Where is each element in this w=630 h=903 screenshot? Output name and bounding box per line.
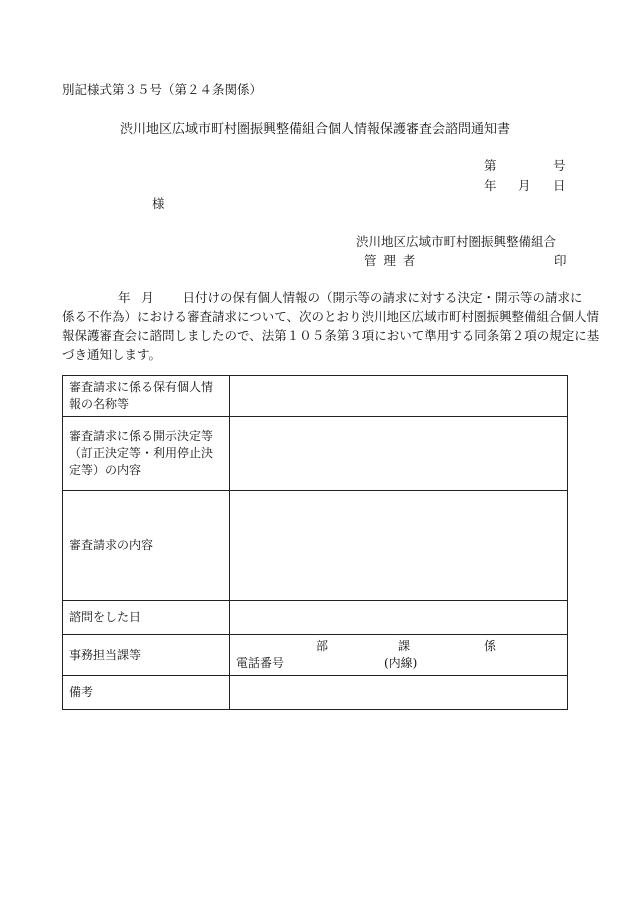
- sender-organization: 渋川地区広域市町村圏振興整備組合: [356, 234, 557, 249]
- table-row: [63, 491, 568, 601]
- contact-phone-label: 電話番号: [236, 656, 285, 670]
- row-label-request-content: 審査請求の内容: [63, 491, 230, 601]
- addressee-honorific: 様: [152, 196, 165, 211]
- body-year-mark: 年: [118, 290, 131, 305]
- row-label-remarks: 備考: [63, 676, 230, 710]
- row-value-personal-info-name[interactable]: [230, 376, 568, 417]
- row-value-consultation-date[interactable]: [230, 601, 568, 635]
- body-line-2: 係る不作為）における審査請求について、次のとおり渋川地区広域市町村圏振興整備組合個人情: [62, 309, 600, 324]
- body-line-1-text: 日付けの保有個人情報の（開示等の請求に対する決定・開示等の請求に: [182, 290, 583, 305]
- contact-phone-line: [236, 655, 561, 672]
- notice-date-year: 年: [484, 178, 497, 193]
- notice-date-day: 日: [553, 178, 566, 193]
- details-table: [62, 375, 568, 710]
- notice-number-suffix: 号: [553, 158, 566, 173]
- row-label-contact-section: 事務担当課等: [63, 635, 230, 676]
- body-month-mark: 月: [141, 290, 154, 305]
- row-label-consultation-date: 諮問をした日: [63, 601, 230, 635]
- contact-section: 課: [398, 639, 411, 653]
- contact-division-line: [236, 638, 561, 655]
- row-value-remarks[interactable]: [230, 676, 568, 710]
- row-value-contact-section[interactable]: [230, 635, 568, 676]
- row-label-personal-info-name: 審査請求に係る保有個人情報の名称等: [63, 376, 230, 417]
- notice-number-prefix: 第: [484, 158, 497, 173]
- table-row: [63, 417, 568, 491]
- table-row: [63, 635, 568, 676]
- table-row: [63, 601, 568, 635]
- seal-mark: 印: [554, 253, 567, 268]
- body-line-1: [62, 288, 583, 307]
- row-value-disclosure-decision[interactable]: [230, 417, 568, 491]
- document-title: 渋川地区広域市町村圏振興整備組合個人情報保護審査会諮問通知書: [119, 122, 510, 137]
- row-value-request-content[interactable]: [230, 491, 568, 601]
- notice-body: [62, 288, 600, 364]
- body-line-3: 報保護審査会に諮問しましたので、法第１０５条第３項において準用する同条第２項の規定に基: [62, 328, 600, 343]
- notice-date-month: 月: [518, 178, 531, 193]
- contact-extension: (内線): [384, 656, 418, 670]
- form-reference: 別記様式第３５号（第２４条関係）: [62, 82, 263, 97]
- body-line-4: づき通知します。: [62, 347, 162, 362]
- table-row: [63, 376, 568, 417]
- table-row: [63, 676, 568, 710]
- contact-department: 部: [316, 639, 329, 653]
- sender-title: 管理者: [364, 253, 423, 268]
- row-label-disclosure-decision: 審査請求に係る開示決定等（訂正決定等・利用停止決定等）の内容: [63, 417, 230, 491]
- contact-unit: 係: [484, 639, 497, 653]
